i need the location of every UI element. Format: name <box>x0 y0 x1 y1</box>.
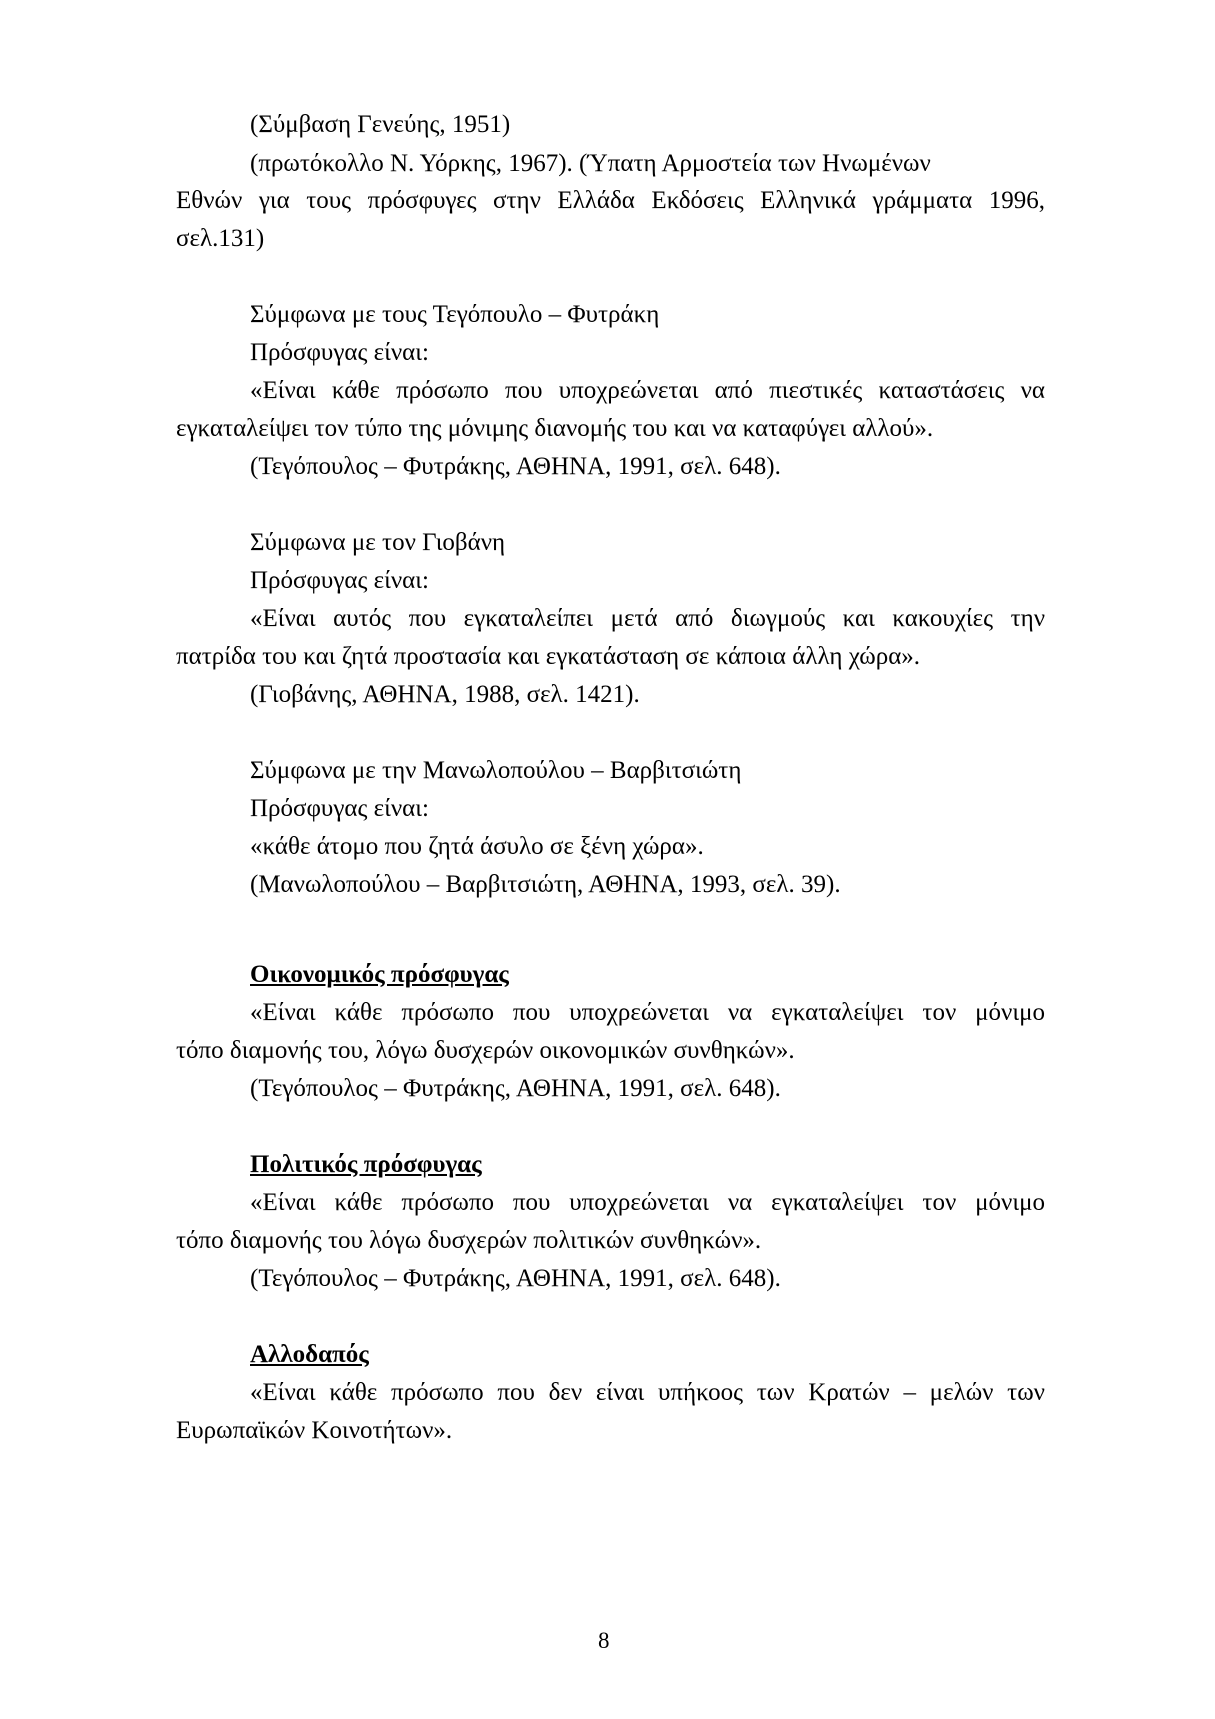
political-refugee-heading: Πολιτικός πρόσφυγας <box>250 1151 482 1178</box>
intro-line-2: (πρωτόκολλο Ν. Υόρκης, 1967). (Ύπατη Αρμοστεία των Ηνωμένων <box>250 150 931 177</box>
def1-subheading: Πρόσφυγας είναι: <box>250 339 429 366</box>
intro-line-1: (Σύμβαση Γενεύης, 1951) <box>250 111 511 138</box>
def1-quote-line-2: εγκαταλείψει τον τύπο της μόνιμης διανομής του και να καταφύγει αλλού». <box>176 415 934 442</box>
political-quote-line-2: τόπο διαμονής του λόγω δυσχερών πολιτικών συνθηκών». <box>176 1227 762 1254</box>
def3-heading: Σύμφωνα με την Μανωλοπούλου – Βαρβιτσιώτη <box>250 757 742 784</box>
economic-quote-line-2: τόπο διαμονής του, λόγω δυσχερών οικονομικών συνθηκών». <box>176 1037 795 1064</box>
def2-subheading: Πρόσφυγας είναι: <box>250 567 429 594</box>
intro-line-4: σελ.131) <box>176 225 265 252</box>
def2-quote-line-2: πατρίδα του και ζητά προστασία και εγκατάσταση σε κάποια άλλη χώρα». <box>176 643 921 670</box>
def1-heading: Σύμφωνα με τους Τεγόπουλο – Φυτράκη <box>250 301 660 328</box>
def3-reference: (Μανωλοπούλου – Βαρβιτσιώτη, ΑΘΗΝΑ, 1993, σελ. 39). <box>250 871 841 898</box>
page-number: 8 <box>598 1628 610 1653</box>
political-quote-line-1: «Είναι κάθε πρόσωπο που υποχρεώνεται να εγκαταλείψει τον μόνιμο <box>250 1189 1045 1216</box>
def3-quote-line-1: «κάθε άτομο που ζητά άσυλο σε ξένη χώρα». <box>250 833 704 860</box>
economic-reference: (Τεγόπουλος – Φυτράκης, ΑΘΗΝΑ, 1991, σελ. 648). <box>250 1075 781 1102</box>
foreigner-quote-line-1: «Είναι κάθε πρόσωπο που δεν είναι υπήκοος των Κρατών – μελών των <box>250 1379 1045 1406</box>
def2-quote-line-1: «Είναι αυτός που εγκαταλείπει μετά από διωγμούς και κακουχίες την <box>250 605 1045 632</box>
intro-line-3: Εθνών για τους πρόσφυγες στην Ελλάδα Εκδόσεις Ελληνικά γράμματα 1996, <box>176 187 1045 214</box>
def3-subheading: Πρόσφυγας είναι: <box>250 795 429 822</box>
economic-refugee-heading: Οικονομικός πρόσφυγας <box>250 961 509 988</box>
def2-reference: (Γιοβάνης, ΑΘΗΝΑ, 1988, σελ. 1421). <box>250 681 640 708</box>
foreigner-heading: Αλλοδαπός <box>250 1341 369 1368</box>
economic-quote-line-1: «Είναι κάθε πρόσωπο που υποχρεώνεται να εγκαταλείψει τον μόνιμο <box>250 999 1045 1026</box>
political-reference: (Τεγόπουλος – Φυτράκης, ΑΘΗΝΑ, 1991, σελ. 648). <box>250 1265 781 1292</box>
def1-reference: (Τεγόπουλος – Φυτράκης, ΑΘΗΝΑ, 1991, σελ. 648). <box>250 453 781 480</box>
def1-quote-line-1: «Είναι κάθε πρόσωπο που υποχρεώνεται από πιεστικές καταστάσεις να <box>250 377 1045 404</box>
foreigner-quote-line-2: Ευρωπαϊκών Κοινοτήτων». <box>176 1417 453 1444</box>
def2-heading: Σύμφωνα με τον Γιοβάνη <box>250 529 506 556</box>
